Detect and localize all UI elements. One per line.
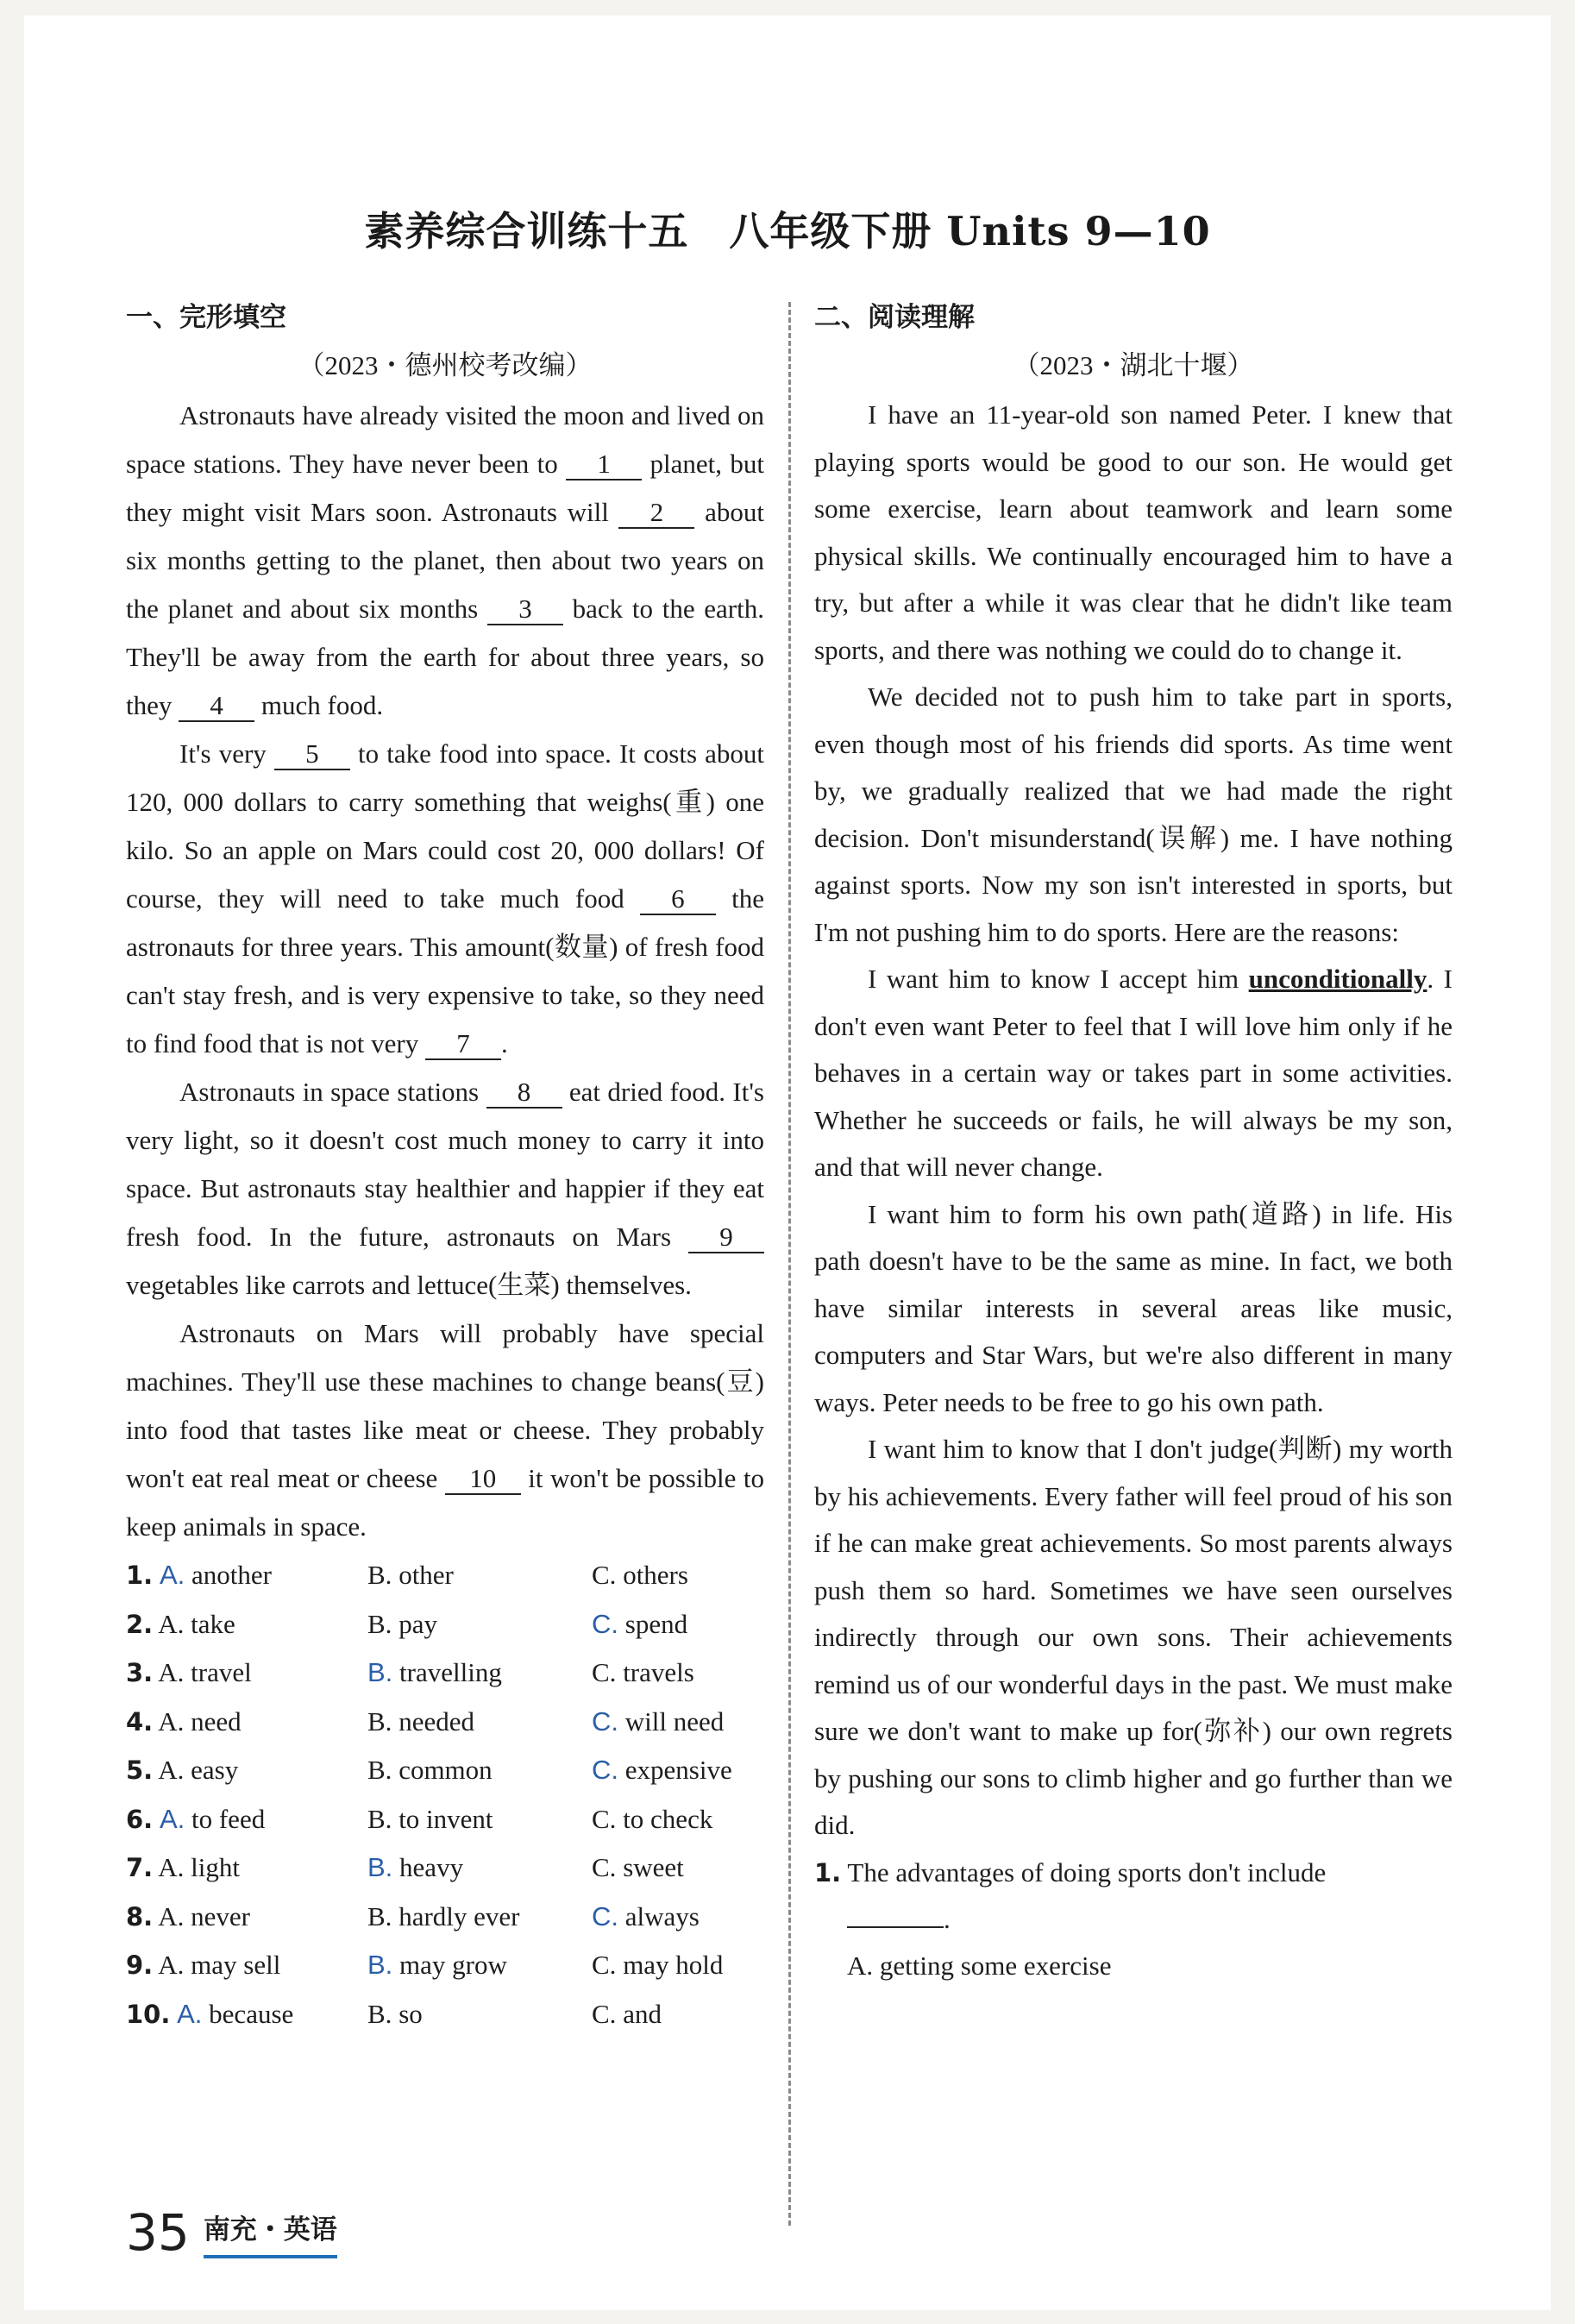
option-text: easy <box>184 1755 239 1785</box>
cloze-heading: 一、完形填空 <box>126 302 286 333</box>
option-number: 3. <box>126 1658 154 1687</box>
cloze-blank: 2 <box>618 498 694 529</box>
option-letter: B. <box>367 1803 392 1834</box>
option-a <box>126 1698 367 1747</box>
cloze-section <box>126 300 764 2038</box>
option-b <box>367 1746 592 1795</box>
reading-p3-start: I want him to know I accept him <box>868 964 1249 994</box>
option-c <box>592 1893 764 1942</box>
option-text: pay <box>392 1608 437 1639</box>
reading-source: （2023・湖北十堰） <box>1013 350 1254 380</box>
cloze-blank: 1 <box>566 449 642 481</box>
option-text: need <box>184 1705 242 1737</box>
option-b <box>367 1551 592 1600</box>
option-letter: C. <box>592 1900 618 1931</box>
option-b <box>367 1941 592 1990</box>
question-1 <box>814 1850 1453 1943</box>
option-a <box>126 1551 367 1600</box>
option-text: heavy <box>392 1852 464 1882</box>
cloze-paragraph-4 <box>126 1310 764 1551</box>
option-a <box>126 1893 367 1942</box>
option-text: to check <box>616 1803 713 1834</box>
option-letter: A. <box>158 1950 185 1980</box>
option-text: because <box>202 1998 294 2029</box>
cloze-blank: 8 <box>486 1077 562 1109</box>
option-a <box>126 1600 367 1649</box>
option-letter: C. <box>592 1608 618 1639</box>
option-text: take <box>184 1608 235 1639</box>
reading-paragraph-1: I have an 11-year-old son named Peter. I knew that playing sports would be good to our son. He would get some exercise, learn about teamwork and learn some physical skills. We continually encouraged him to have a try, but after a while it was clear that he didn't like team sports, and there was nothing we could do to change it. <box>814 399 1453 665</box>
option-row <box>126 1843 764 1893</box>
option-b <box>367 1600 592 1649</box>
option-c <box>592 1746 764 1795</box>
cloze-text: Astronauts in space stations <box>179 1077 486 1107</box>
page-number: 35 <box>126 2203 190 2262</box>
option-a <box>126 1649 367 1698</box>
option-text: to feed <box>185 1803 266 1834</box>
option-text: common <box>392 1755 493 1785</box>
option-text: expensive <box>618 1755 732 1785</box>
cloze-text: It's very <box>179 738 274 769</box>
reading-p3-end: . I don't even want Peter to feel that I will love him only if he behaves in a certain way or takes part in some activities. Whether he succeeds or fails, he will always be my son, and that will never change. <box>814 964 1453 1182</box>
option-text: may grow <box>392 1950 507 1980</box>
option-text: hardly ever <box>392 1900 520 1931</box>
question-1-option-a: A. getting some exercise <box>847 1950 1112 1981</box>
option-number: 4. <box>126 1706 154 1737</box>
cloze-text: Astronauts on Mars will probably have special machines. They'll use these machines to change beans(豆) into food that tastes like meat or cheese. They probably won't eat real meat or cheese <box>126 1318 764 1493</box>
option-letter: A. <box>159 1560 185 1590</box>
option-letter: B. <box>367 1657 393 1687</box>
option-c <box>592 1843 764 1893</box>
reading-heading: 二、阅读理解 <box>814 302 975 333</box>
option-text: needed <box>392 1705 474 1737</box>
cloze-text: vegetables like carrots and lettuce(生菜) themselves. <box>126 1270 692 1300</box>
option-row <box>126 1551 764 1600</box>
option-letter: A. <box>159 1803 185 1834</box>
option-c <box>592 1941 764 1990</box>
option-text: another <box>185 1560 272 1590</box>
option-c <box>592 1551 764 1600</box>
option-letter: A. <box>158 1755 185 1785</box>
option-number: 2. <box>126 1609 154 1639</box>
option-number: 8. <box>126 1901 154 1931</box>
cloze-blank: 6 <box>640 884 716 915</box>
option-b <box>367 1843 592 1893</box>
option-c <box>592 1990 764 2039</box>
option-letter: C. <box>592 1705 618 1737</box>
option-text: may hold <box>616 1950 724 1980</box>
option-row <box>126 1893 764 1942</box>
option-letter: B. <box>367 1852 393 1882</box>
option-row <box>126 1698 764 1747</box>
option-row <box>126 1649 764 1698</box>
cloze-text: planet, but they might visit Mars soon. Astronauts will <box>126 449 764 527</box>
cloze-text: the astronauts for three years. This amount(数量) of fresh food can't stay fresh, and is very expensive to take, so they need to find food that is not very <box>126 883 764 1058</box>
cloze-text: about six months getting to the planet, then about two years on the planet and about six months <box>126 497 764 624</box>
option-row <box>126 1746 764 1795</box>
reading-paragraph-4: I want him to form his own path(道路) in life. His path doesn't have to be the same as mine. In fact, we both have similar interests in several areas like music, computers and Star Wars, but we're also different in many ways. Peter needs to be free to go his own path. <box>814 1198 1453 1417</box>
option-text: travels <box>616 1657 694 1687</box>
cloze-text: eat dried food. It's very light, so it doesn't cost much money to carry it into space. But astronauts stay healthier and happier if they eat fresh food. In the future, astronauts on Mars <box>126 1077 764 1252</box>
option-a <box>126 1746 367 1795</box>
option-letter: A. <box>158 1852 185 1882</box>
page-title: 素养综合训练十五 八年级下册 Units 9—10 <box>364 208 1211 254</box>
option-letter: C. <box>592 1852 617 1882</box>
underlined-word: unconditionally <box>1248 964 1428 994</box>
option-text: travel <box>184 1657 252 1687</box>
reading-paragraph-2: We decided not to push him to take part in sports, even though most of his friends did sports. As time went by, we gradually realized that we had made the right decision. Don't misunderstand(误解) me. I have nothing against sports. Now my son isn't interested in sports, but I'm not pushing him to do sports. Here are the reasons: <box>814 681 1453 947</box>
cloze-paragraph-1 <box>126 392 764 730</box>
option-letter: B. <box>367 1608 392 1639</box>
option-b <box>367 1893 592 1942</box>
option-letter: A. <box>158 1900 185 1931</box>
option-text: never <box>184 1900 250 1931</box>
option-text: other <box>392 1560 454 1590</box>
question-1-number: 1. <box>814 1857 842 1887</box>
cloze-text: much food. <box>254 690 384 720</box>
option-number: 10. <box>126 1999 171 2029</box>
option-text: travelling <box>392 1657 502 1687</box>
option-letter: B. <box>367 1998 392 2029</box>
option-letter: B. <box>367 1705 392 1737</box>
cloze-passage <box>126 392 764 1551</box>
option-letter: B. <box>367 1950 393 1980</box>
option-number: 7. <box>126 1853 154 1882</box>
cloze-blank: 4 <box>179 691 254 722</box>
cloze-text: back to the earth. They'll be away from the earth for about three years, so they <box>126 594 764 720</box>
option-text: may sell <box>184 1950 281 1980</box>
option-b <box>367 1990 592 2039</box>
column-divider <box>788 302 791 2226</box>
option-text: always <box>618 1900 700 1931</box>
option-a <box>126 1795 367 1844</box>
option-letter: B. <box>367 1900 392 1931</box>
option-a <box>126 1843 367 1893</box>
cloze-text: Astronauts have already visited the moon and lived on space stations. They have never been to <box>126 400 764 479</box>
option-letter: C. <box>592 1657 617 1687</box>
option-letter: A. <box>158 1705 185 1737</box>
option-letter: C. <box>592 1803 617 1834</box>
cloze-paragraph-2 <box>126 730 764 1068</box>
option-text: others <box>616 1560 688 1590</box>
option-a <box>126 1990 367 2039</box>
option-b <box>367 1795 592 1844</box>
option-row <box>126 1600 764 1649</box>
option-b <box>367 1649 592 1698</box>
option-row <box>126 1990 764 2039</box>
question-1-blank <box>847 1906 944 1928</box>
option-row <box>126 1941 764 1990</box>
cloze-blank: 7 <box>425 1029 501 1060</box>
cloze-blank: 10 <box>445 1464 521 1495</box>
option-text: to invent <box>392 1803 493 1834</box>
option-number: 6. <box>126 1804 154 1834</box>
cloze-text: it won't be possible to keep animals in space. <box>126 1463 764 1542</box>
option-c <box>592 1649 764 1698</box>
option-c <box>592 1698 764 1747</box>
option-text: spend <box>618 1608 688 1639</box>
cloze-blank: 3 <box>487 594 563 625</box>
option-number: 5. <box>126 1756 154 1785</box>
option-letter: B. <box>367 1560 392 1590</box>
cloze-text: . <box>500 1028 508 1058</box>
question-1-period: . <box>944 1903 951 1934</box>
option-text: and <box>616 1998 662 2029</box>
option-text: so <box>392 1998 423 2029</box>
option-row <box>126 1795 764 1844</box>
cloze-paragraph-3 <box>126 1068 764 1310</box>
option-letter: A. <box>158 1657 185 1687</box>
option-letter: C. <box>592 1998 617 2029</box>
reading-paragraph-3 <box>814 956 1453 1191</box>
option-letter: B. <box>367 1755 392 1785</box>
cloze-options <box>126 1551 764 2038</box>
page-footer <box>126 2203 337 2262</box>
option-text: will need <box>618 1705 725 1737</box>
cloze-text: to take food into space. It costs about 120, 000 dollars to carry something that weighs(重) one kilo. So an apple on Mars could cost 20, 000 dollars! Of course, they will need to take much food <box>126 738 764 914</box>
option-letter: C. <box>592 1755 618 1785</box>
option-letter: A. <box>177 1998 203 2029</box>
option-text: light <box>184 1852 240 1882</box>
option-letter: C. <box>592 1560 617 1590</box>
footer-label: 南充・英语 <box>204 2215 337 2258</box>
cloze-blank: 5 <box>274 739 350 770</box>
option-letter: C. <box>592 1950 617 1980</box>
reading-paragraph-5: I want him to know that I don't judge(判断) my worth by his achievements. Every father will feel proud of his son if he can make great achievements. So most parents always push them so hard. Sometimes we have seen ourselves indirectly through our own sons. Their achievements remind us of our wonderful days in the past. We must make sure we don't want to make up for(弥补) our own regrets by pushing our sons to climb higher and go further than we did. <box>814 1434 1453 1840</box>
cloze-blank: 9 <box>688 1222 764 1253</box>
option-c <box>592 1600 764 1649</box>
option-text: sweet <box>616 1852 684 1882</box>
question-1-text: The advantages of doing sports don't include <box>841 1856 1327 1887</box>
reading-section <box>814 300 1453 1989</box>
option-letter: A. <box>158 1608 185 1639</box>
option-a <box>126 1941 367 1990</box>
option-number: 9. <box>126 1950 154 1980</box>
option-c <box>592 1795 764 1844</box>
option-b <box>367 1698 592 1747</box>
cloze-source: （2023・德州校考改编） <box>298 350 593 380</box>
option-number: 1. <box>126 1561 154 1590</box>
